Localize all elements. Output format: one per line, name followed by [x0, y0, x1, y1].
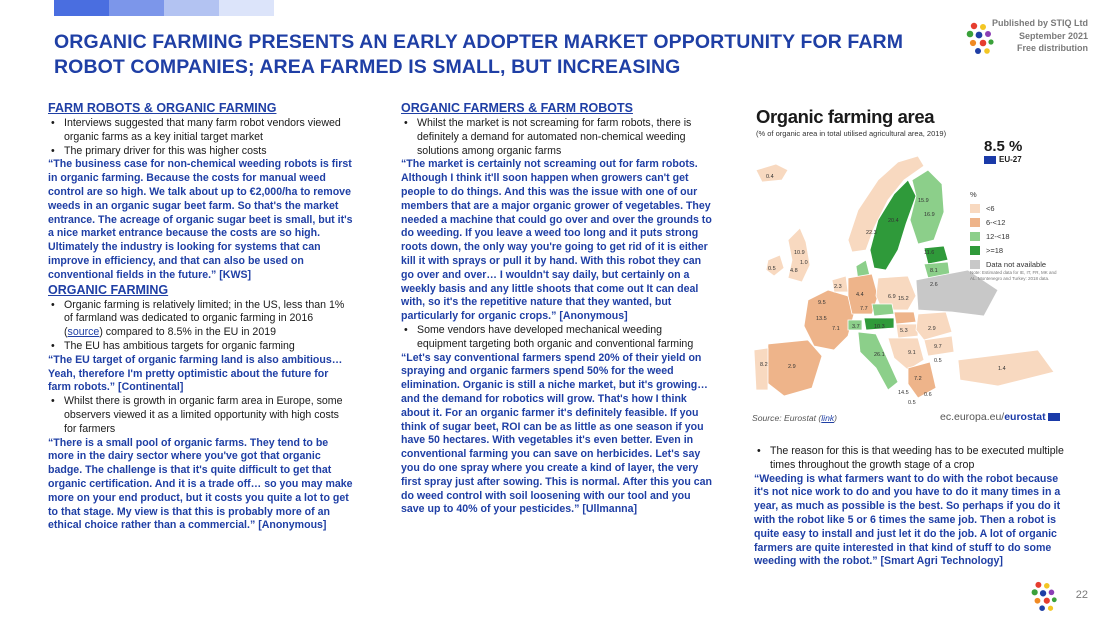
country-value-label: 0.5 — [934, 358, 942, 364]
quote-ullmanna: “Let's say conventional farmers spend 20% of their yield on spraying and organic farmers spend 50% for the weed elimination. Organic is still a niche market, but it's growing… and the demand for robotics will grow. That's how I think about it. For an organic farmer it's definitely feasible. If you think of sugar beet, ROI can be as little as one season if you have 50 hectares. With vegetables it's even better. Even in conventional farming you can save on herbicides. Let's say you do one spray where you create a kind of layer, the very first spray just after sowing. This is normal. After this you can do weed control with soil loosening with our tool and you save up to 40% of your pesticides.” [Ullmanna] — [401, 351, 713, 516]
map-legend — [970, 190, 1046, 271]
bullet-text: • The primary driver for this was higher costs — [64, 144, 267, 157]
country-value-label: 13.5 — [816, 316, 827, 322]
country-value-label: 2.3 — [834, 284, 842, 290]
quote-anonymous: “The market is certainly not screaming out for farm robots. Although I think it'll soon happen when growers can't get people to do things. And this was the issue with one of our members that are a major organic grower of vegetables. They needed a machine that could go over and over the grounds to do weeding. If you leave a weed too long and it puts strong roots down, the only way you're going to get rid of it is either kill it with sprays or pull it by hand. With this robot they can go over and over… I wouldn't say daily, but certainly on a weekly basis and any little shoots that come out It can deal with, so it's the repetitive nature that they wanted, but particularly for organic crops.” [Anonymous] — [401, 158, 712, 323]
middle-column — [401, 101, 713, 517]
bullet-text: • Some vendors have developed mechanical weeding equipment targeting both organic and conventional farming — [417, 323, 694, 350]
eurostat-source-link[interactable]: link — [821, 413, 835, 423]
country-value-label: 8.2 — [760, 362, 768, 368]
country-value-label: 4.8 — [790, 268, 798, 274]
country-value-label: 7.2 — [914, 376, 922, 382]
url-prefix: ec.europa.eu/ — [940, 411, 1005, 423]
bullet-item — [754, 445, 1064, 473]
bullet-item — [48, 145, 353, 159]
map-note: Note: Estimated data for IE, IT, FR, MK and AL. Montenegro and Turkey: 2018 data. — [970, 270, 1057, 281]
section-heading-organic-farmers-robots: ORGANIC FARMERS & FARM ROBOTS — [401, 101, 633, 115]
organic-farming-map — [748, 100, 1066, 430]
top-color-bar — [54, 0, 274, 16]
legend-swatch — [970, 204, 980, 213]
country-value-label: 7.7 — [860, 306, 868, 312]
country-value-label: 5.3 — [900, 328, 908, 334]
quote-kws: “The business case for non-chemical weeding robots is first in organic farming. Because the costs for manual weed control are so high. We talk about up to €2,000/ha to remove weeds in an organic sugar beet farm. So that's the market entrance. The acreage of organic sugar beet is small, but it's a nice market entrance because the costs are so high. Ultimately the industry is looking for systems that can improve in efficiency, and that can also be used on conventional fields in the future.” [KWS] — [48, 158, 353, 281]
legend-swatch — [970, 260, 980, 269]
legend-label: <6 — [986, 203, 995, 213]
top-bar-segment — [219, 0, 274, 16]
country-value-label: 7.1 — [832, 326, 840, 332]
country-value-label: 15.9 — [918, 198, 929, 204]
country-value-label: 9.1 — [908, 350, 916, 356]
publisher-line: Published by STIQ Ltd — [991, 18, 1088, 28]
quote-anonymous: “There is a small pool of organic farms. They tend to be more in the dairy sector where you've got that organic badge. The challenge is that it's quite difficult to get that organic certification. And it is a trade off… so you may make more on your end product, but it costs you quite a lot to get to that stage. My view is that this is probably more of an ethical choice rather than a commercial.” [Anonymous] — [48, 436, 353, 532]
legend-item — [970, 201, 1046, 215]
bullet-text: • The EU has ambitious targets for organic farming — [64, 339, 295, 352]
eurostat-url — [940, 411, 1060, 423]
country-value-label: 20.4 — [888, 218, 899, 224]
country-value-label: 9.7 — [934, 344, 942, 350]
bullet-text-part: Organic farming is relatively limited; in the US, less than 1% of farmland was dedicated to organic farming in 2016 ( — [64, 298, 345, 339]
country-value-label: 0.6 — [924, 392, 932, 398]
quote-smart-agri: “Weeding is what farmers want to do with the robot because it's not nice work to do and you have to do it many times in a year, as much as possible is the best. So perhaps if you do it with the robot like 5 or 6 times the same job. Then a robot is quite easy to install and just let it do the job. A lot of organic farmers are quite interested in that kind of stuff to do some weeding with the robot.” [Smart Agri Technology] — [754, 472, 1061, 568]
country-value-label: 11.6 — [924, 250, 935, 256]
eu-label: EU-27 — [999, 155, 1022, 164]
bullet-text: • Whilst there is growth in organic farm area in Europe, some observers viewed it as a limited opportunity with high costs for farmers — [64, 395, 343, 435]
bullet-item — [401, 324, 713, 352]
country-value-label: 2.9 — [928, 326, 936, 332]
map-title: Organic farming area — [756, 106, 935, 127]
stiq-logo-icon — [965, 22, 995, 56]
country-value-label: 1.4 — [998, 366, 1006, 372]
country-value-label: 10.3 — [874, 324, 885, 330]
left-column — [48, 101, 353, 533]
source-link[interactable]: source — [67, 326, 100, 339]
map-source — [752, 413, 837, 423]
source-prefix: Source: Eurostat ( — [752, 413, 822, 423]
bullet-text: • Whilst the market is not screaming for farm robots, there is definitely a demand for automated non-chemical weeding solutions among organic farms — [417, 117, 692, 157]
stiq-logo-icon — [1030, 580, 1058, 614]
country-value-label: 16.9 — [924, 212, 935, 218]
eu-value: 8.5 % — [984, 138, 1023, 155]
country-value-label: 9.5 — [818, 300, 826, 306]
country-value-label: 10.9 — [794, 250, 805, 256]
country-value-label: 22.3 — [866, 230, 877, 236]
country-value-label: 8.1 — [930, 268, 938, 274]
legend-swatch — [970, 246, 980, 255]
country-value-label: 4.4 — [856, 292, 864, 298]
legend-item — [970, 243, 1046, 257]
eu-flag-icon — [1048, 413, 1060, 421]
bullet-item — [401, 117, 713, 158]
right-column — [754, 445, 1064, 569]
legend-swatch — [970, 218, 980, 227]
map-subtitle: (% of organic area in total utilised agricultural area, 2019) — [756, 129, 947, 138]
country-value-label: 2.6 — [930, 282, 938, 288]
legend-label: 12-<18 — [986, 231, 1010, 241]
bullet-item — [48, 340, 353, 354]
legend-label: >=18 — [986, 245, 1004, 255]
bullet-text — [64, 299, 353, 340]
legend-item — [970, 215, 1046, 229]
legend-item — [970, 229, 1046, 243]
legend-swatch — [970, 232, 980, 241]
country-value-label: 3.7 — [852, 324, 860, 330]
top-bar-segment — [54, 0, 109, 16]
country-value-label: 1.0 — [800, 260, 808, 266]
country-value-label: 0.4 — [766, 174, 774, 180]
bullet-item — [48, 299, 353, 340]
bullet-text: • The reason for this is that weeding has to be executed multiple times throughout the growth stage of a crop — [770, 445, 1064, 471]
top-bar-segment — [109, 0, 164, 16]
page-title: ORGANIC FARMING PRESENTS AN EARLY ADOPTER MARKET OPPORTUNITY FOR FARM ROBOT COMPANIES; AREA FARMED IS SMALL, BUT INCREASING — [54, 31, 904, 78]
country-value-label: 6.9 — [888, 294, 896, 300]
country-value-label: 0.5 — [768, 266, 776, 272]
country-value-label: 2.9 — [788, 364, 796, 370]
top-bar-segment — [164, 0, 219, 16]
country-value-label: 15.2 — [898, 296, 909, 302]
quote-continental: “The EU target of organic farming land is also ambitious… Yeah, therefore I'm pretty optimistic about the future for farm robots.” [Continental] — [48, 353, 343, 394]
bullet-text: • Interviews suggested that many farm robot vendors viewed organic farms as a key initial target market — [64, 117, 341, 143]
legend-title: % — [970, 190, 977, 199]
bullet-item — [48, 395, 353, 436]
country-value-label: 26.1 — [874, 352, 885, 358]
legend-label: 6-<12 — [986, 217, 1006, 227]
country-value-label: 0.5 — [908, 400, 916, 406]
source-suffix: ) — [834, 413, 838, 423]
bullet-item — [48, 117, 353, 145]
url-bold: eurostat — [1004, 411, 1046, 423]
distribution-note: Free distribution — [1016, 43, 1088, 53]
legend-item — [970, 257, 1046, 271]
page-number: 22 — [1075, 589, 1088, 601]
section-heading-organic-farming: ORGANIC FARMING — [48, 282, 169, 297]
legend-label: Data not available — [986, 259, 1047, 269]
eu-flag-icon — [984, 156, 996, 164]
publisher-info — [992, 17, 1088, 55]
publication-date: September 2021 — [1018, 30, 1088, 41]
bullet-text-part: ) compared to 8.5% in the EU in 2019 — [99, 326, 276, 339]
country-value-label: 14.5 — [898, 390, 909, 396]
section-heading-farm-robots-organic: FARM ROBOTS & ORGANIC FARMING — [48, 101, 277, 115]
